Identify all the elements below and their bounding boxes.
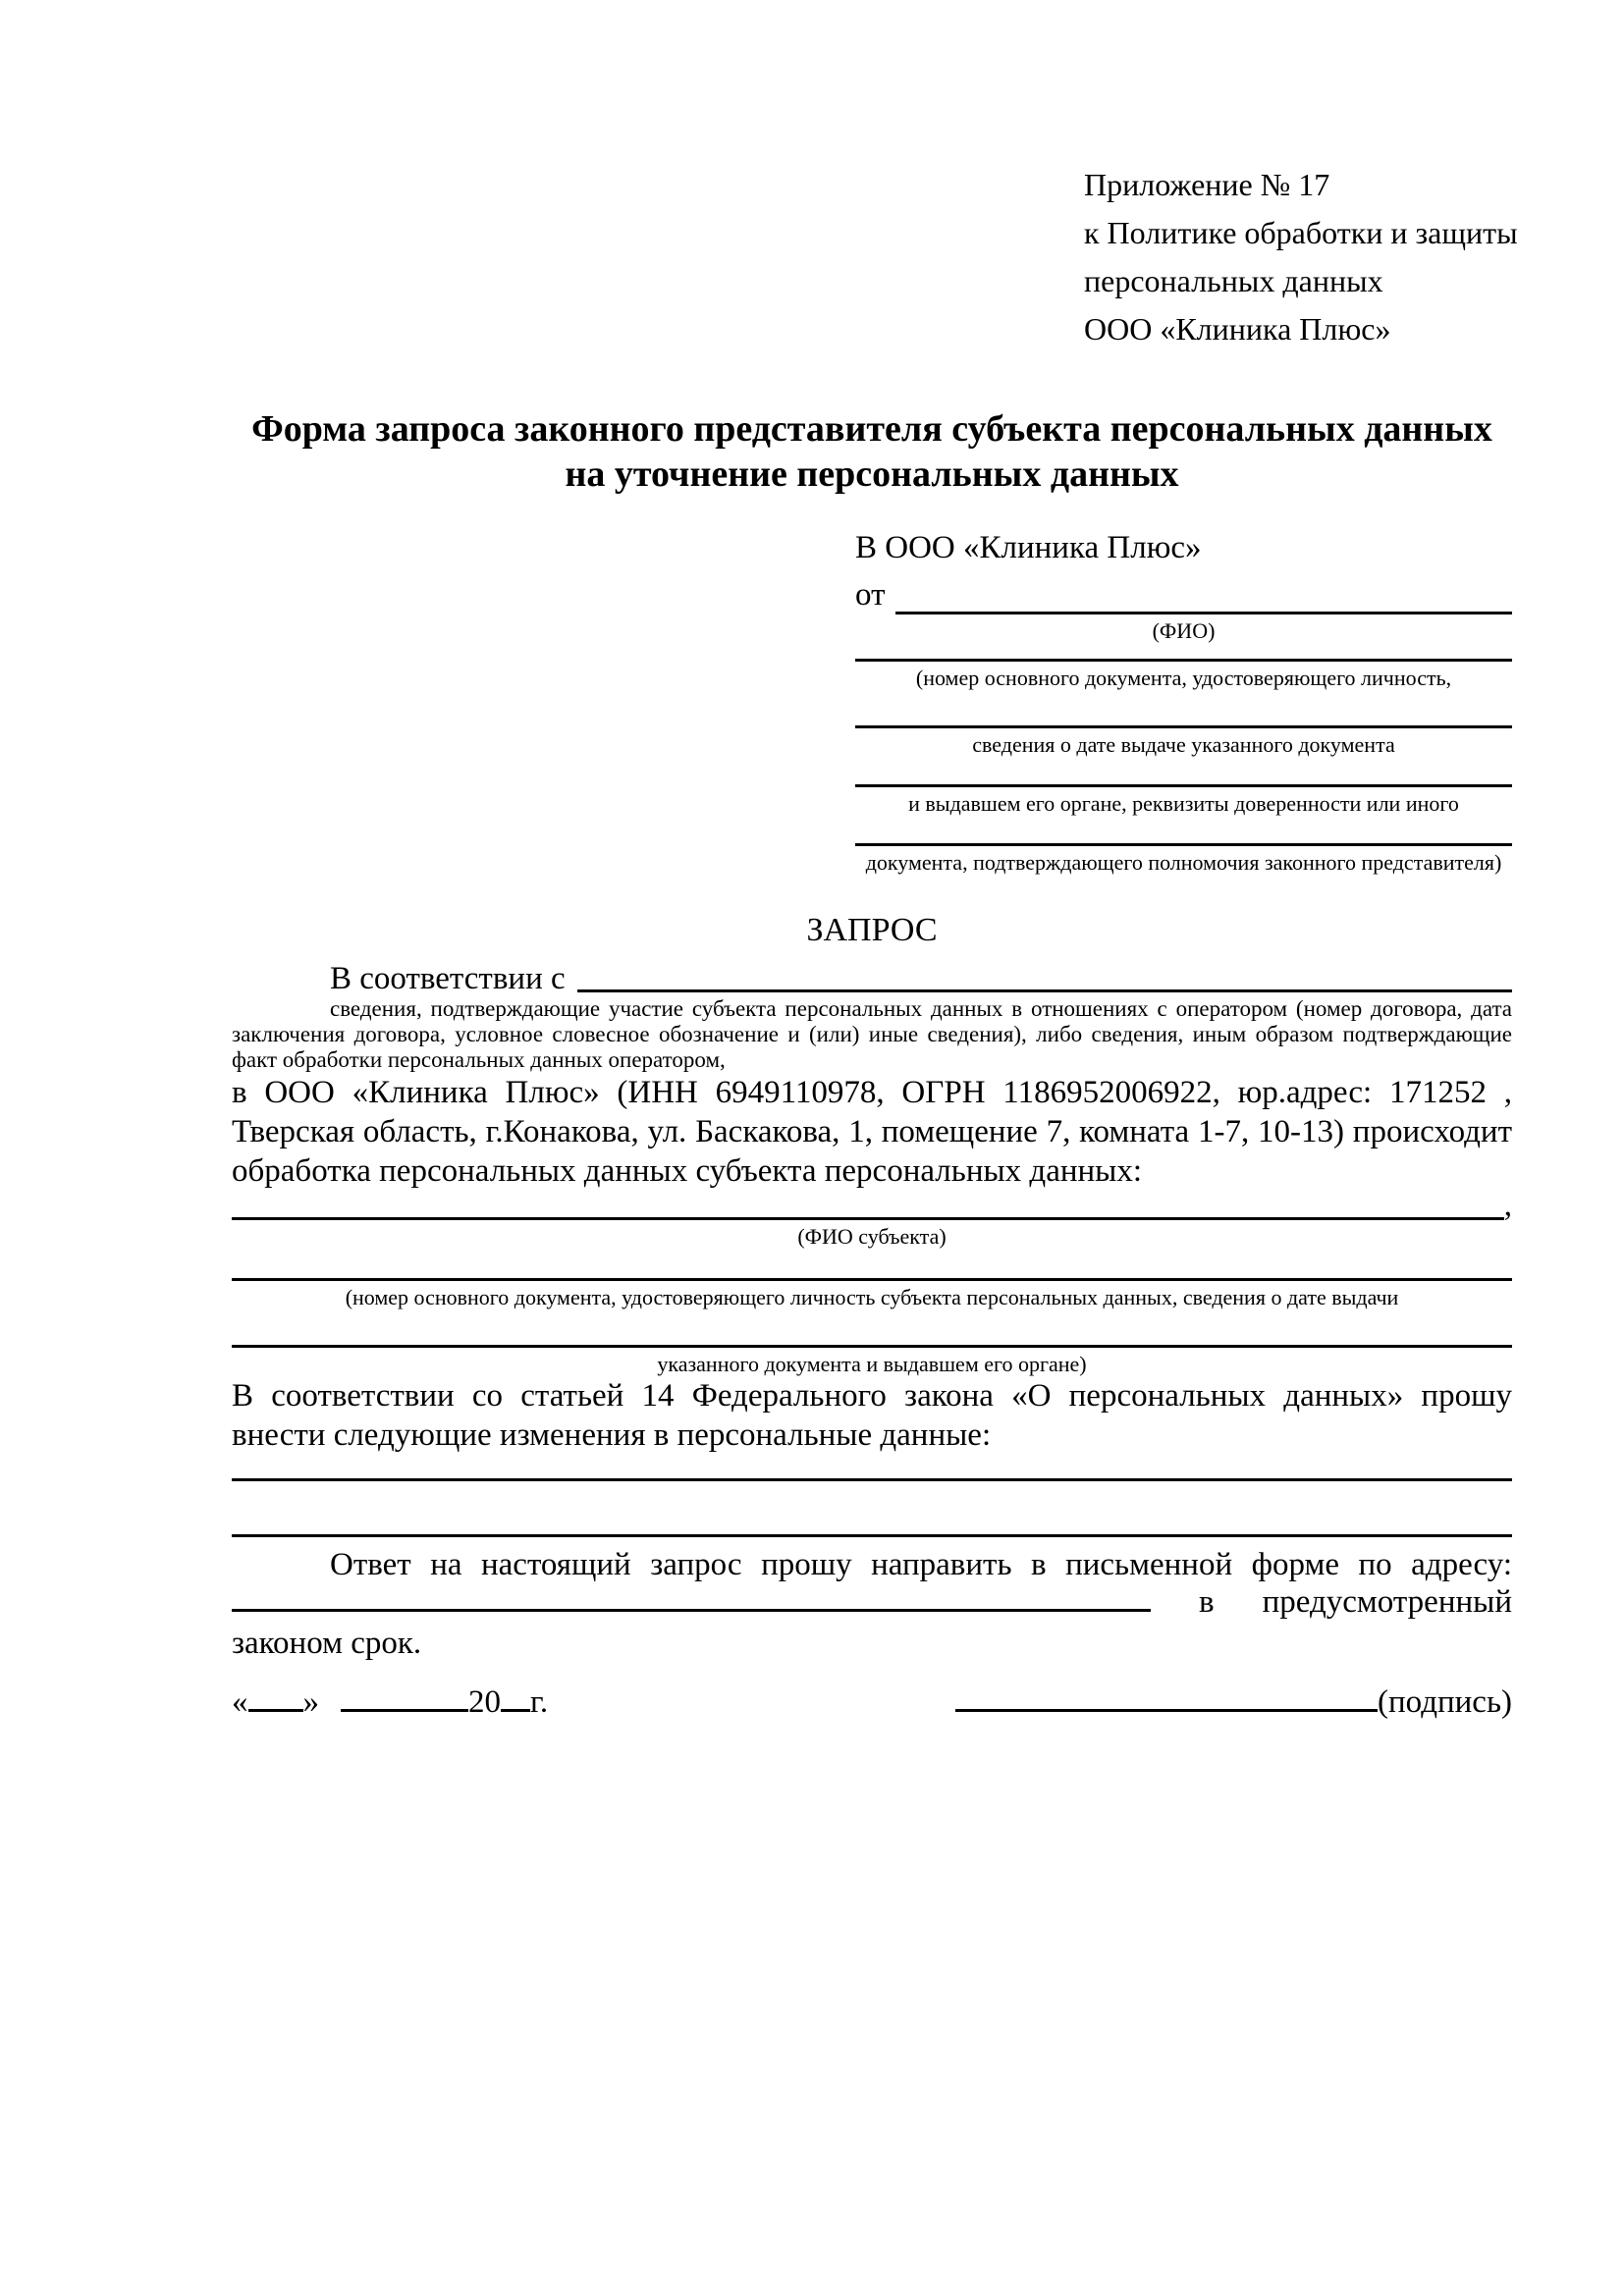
document-content (232, 0, 1518, 1728)
document-title (232, 406, 1512, 497)
appendix-note-line: персональных данных (1084, 263, 1383, 298)
representative-doc-fill-line (855, 816, 1512, 846)
subject-doc-caption: указанного документа и выдавшем его органе) (657, 1352, 1087, 1376)
appendix-note-line: ООО «Клиника Плюс» (1084, 311, 1391, 347)
law-paragraph: В соответствии со статьей 14 Федерального закона «О персональных данных» прошу внести следующие изменения в персональные данные: (232, 1378, 1512, 1453)
request-heading: ЗАПРОС (806, 912, 938, 948)
date-quote-open: « (232, 1684, 248, 1720)
date-day-fill-line (248, 1709, 303, 1712)
subject-doc-fill-line (232, 1309, 1512, 1348)
date-group (232, 1684, 548, 1721)
subject-fio-line (232, 1188, 1512, 1223)
representative-doc-caption: сведения о дате выдаче указанного документа (972, 732, 1395, 757)
subject-doc-fill-line (232, 1249, 1512, 1281)
date-year-fill-line (501, 1709, 530, 1712)
appendix-note-line: к Политике обработки и защиты (1084, 215, 1518, 250)
answer-word-in: в (1199, 1584, 1215, 1620)
representative-doc-caption: и выдавшем его органе, реквизиты доверенности или иного (908, 791, 1459, 816)
changes-fill-line (232, 1481, 1512, 1537)
representative-doc-fill-line (855, 690, 1512, 728)
date-year-suffix: г. (530, 1684, 549, 1720)
document-title-line: на уточнение персональных данных (565, 454, 1179, 495)
accordance-label: В соответствии с (330, 961, 566, 996)
signature-group (955, 1684, 1512, 1721)
date-month-fill-line (341, 1709, 468, 1712)
from-fill-line (895, 577, 1513, 614)
address-fill-line (232, 1609, 1151, 1612)
addressee-block (855, 528, 1512, 875)
accordance-fill-line (577, 961, 1512, 992)
changes-fill-line (232, 1455, 1512, 1481)
fio-caption: (ФИО) (1152, 618, 1216, 643)
answer-paragraph-line1: Ответ на настоящий запрос прошу направить в письменной форме по адресу: (330, 1547, 1512, 1582)
signature-row (232, 1684, 1512, 1728)
subject-doc-caption: (номер основного документа, удостоверяющего личность субъекта персональных данных, сведения о дате выдачи (345, 1285, 1399, 1309)
representative-doc-fill-line (855, 643, 1512, 662)
operator-paragraph: в ООО «Клиника Плюс» (ИНН 6949110978, ОГРН 1186952006922, юр.адрес: 171252 , Тверская область, г.Конакова, ул. Баскакова, 1, помещение 7, комната 1-7, 10-13) происходит обработка персональных данных субъекта персональных данных: (232, 1075, 1512, 1189)
answer-word-term: предусмотренный (1262, 1584, 1512, 1620)
representative-doc-fill-line (855, 757, 1512, 787)
date-quote-close: » (302, 1684, 319, 1720)
answer-address-line (232, 1584, 1512, 1624)
subject-fio-line-comma: , (1503, 1188, 1512, 1223)
from-line (855, 577, 1512, 614)
date-year-prefix: 20 (468, 1684, 501, 1720)
appendix-note (1084, 161, 1518, 353)
representative-doc-caption: (номер основного документа, удостоверяющего личность, (915, 666, 1452, 690)
appendix-note-line: Приложение № 17 (1084, 167, 1330, 202)
representative-doc-caption: документа, подтверждающего полномочия законного представителя) (865, 850, 1502, 875)
signature-caption: (подпись) (1378, 1684, 1512, 1720)
addressee-to-line: В ООО «Клиника Плюс» (855, 530, 1202, 565)
from-label: от (855, 577, 886, 613)
subject-fio-caption: (ФИО субъекта) (797, 1224, 947, 1249)
answer-paragraph-tail: законом срок. (232, 1626, 422, 1661)
document-title-line: Форма запроса законного представителя субъекта персональных данных (251, 408, 1492, 450)
signature-fill-line (955, 1709, 1378, 1712)
footnote-paragraph: сведения, подтверждающие участие субъекта персональных данных в отношениях с оператором (номер договора, дата заключения договора, условное словесное обозначение и (или) иные сведения), либо сведения, иным образом подтверждающие факт обработки персональных данных оператором, (232, 996, 1512, 1072)
subject-fio-fill-line (232, 1192, 1504, 1220)
accordance-line (232, 961, 1512, 996)
